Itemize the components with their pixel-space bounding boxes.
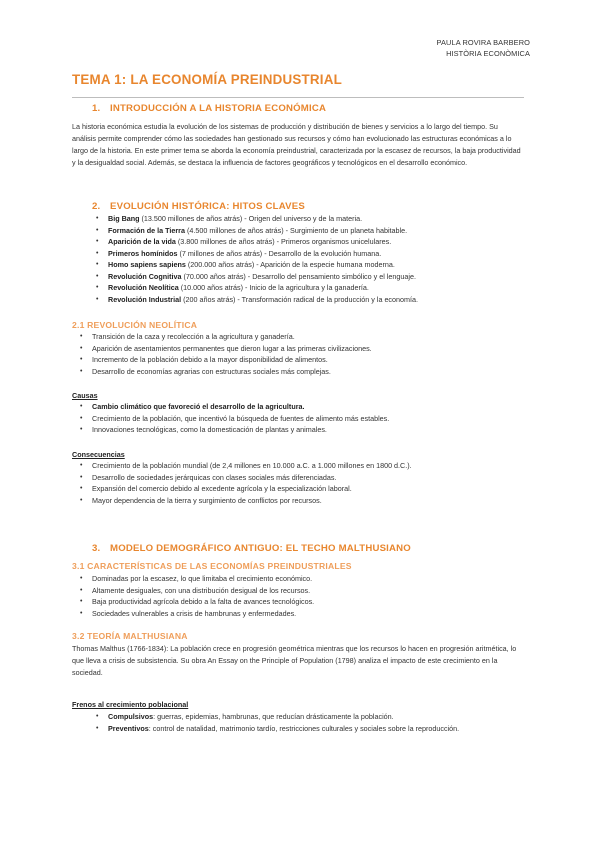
malthus-paragraph: Thomas Malthus (1766-1834): La población crece en progresión geométrica mientras que los recursos lo hacen en progresión aritmética, lo que lleva a crisis de subsistencia. Su obra An Essay on the Principle of Population (1798) analiza el impacto de este crecimiento en la sociedad. bbox=[72, 644, 517, 677]
list-item: • Transición de la caza y recolección a la agricultura y ganadería. bbox=[72, 331, 542, 343]
section-3-heading bbox=[92, 543, 411, 554]
milestone-term: Formación de la Tierra bbox=[108, 225, 185, 235]
list-item bbox=[72, 401, 542, 413]
list-item: • Baja productividad agrícola debido a la falta de avances tecnológicos. bbox=[72, 596, 542, 608]
milestone-term: Revolución Industrial bbox=[108, 294, 182, 304]
section-2-title: EVOLUCIÓN HISTÓRICA: HITOS CLAVES bbox=[110, 201, 305, 212]
neolithic-list bbox=[72, 331, 542, 377]
milestone-detail: (3.800 millones de años atrás) - Primeros organismos unicelulares. bbox=[175, 237, 392, 246]
section-2-heading bbox=[92, 201, 305, 212]
milestone-term: Homo sapiens sapiens bbox=[108, 260, 186, 269]
milestone-detail: (4.500 millones de años atrás) - Surgimiento de un planeta habitable. bbox=[184, 225, 408, 235]
milestone-term: Big Bang bbox=[108, 214, 140, 223]
milestone-term: Aparición de la vida bbox=[108, 237, 176, 246]
brakes-list bbox=[88, 711, 543, 734]
list-item: • Dominadas por la escasez, lo que limitaba el crecimiento económico. bbox=[72, 573, 542, 585]
section-1-number: 1. bbox=[92, 103, 101, 114]
section-3-number: 3. bbox=[92, 543, 101, 554]
subject-name: HISTÒRIA ECONÒMICA bbox=[446, 49, 530, 58]
milestone-detail: (70.000 años atrás) - Desarrollo del pensamiento simbólico y el lenguaje. bbox=[181, 271, 417, 281]
brakes-label: Frenos al crecimiento poblacional bbox=[72, 700, 189, 709]
intro-paragraph: La historia económica estudia la evolución de los sistemas de producción y distribución de bienes y servicios a lo largo del tiempo. Su análisis permite comprender cómo las sociedades han gestionado sus recursos y cómo han evolucionado las estructuras económicas a lo largo de la historia. En este primer tema se aborda la economía preindustrial, caracterizada por la escasez de recursos, la baja productividad y la desigualdad social. Además, se destaca la influencia de factores geográficos y tecnológicos en el desarrollo económico. bbox=[72, 122, 521, 167]
milestone-detail: (200.000 años atrás) - Aparición de la especie humana moderna. bbox=[185, 260, 395, 269]
list-item: • Mayor dependencia de la tierra y surgimiento de conflictos por recursos. bbox=[72, 495, 542, 507]
causes-label: Causas bbox=[72, 391, 98, 400]
list-item bbox=[88, 259, 548, 271]
section-1-title: INTRODUCCIÓN A LA HISTORIA ECONÓMICA bbox=[110, 103, 327, 114]
list-item: • Incremento de la población debido a la mayor disponibilidad de alimentos. bbox=[72, 354, 542, 366]
list-item: • Expansión del comercio debido al excedente agrícola y la especialización laboral. bbox=[72, 483, 542, 495]
brake-term: Compulsivos bbox=[108, 712, 154, 721]
list-item: • Sociedades vulnerables a crisis de hambrunas y enfermedades. bbox=[72, 608, 542, 620]
list-item: • Crecimiento de la población, que incentivó la búsqueda de fuentes de alimento más estables. bbox=[72, 413, 542, 425]
list-item bbox=[88, 225, 548, 237]
list-item: • Desarrollo de economías agrarias con estructuras sociales más complejas. bbox=[72, 366, 542, 378]
cause-text: Cambio climático que favoreció el desarrollo de la agricultura. bbox=[92, 402, 305, 411]
list-item: • Desarrollo de sociedades jerárquicas con clases sociales más diferenciadas. bbox=[72, 472, 542, 484]
list-item: • Aparición de asentamientos permanentes que dieron lugar a las primeras civilizaciones. bbox=[72, 343, 542, 355]
causes-list bbox=[72, 401, 542, 436]
milestone-term: Revolución Neolítica bbox=[108, 283, 179, 292]
section-2-number: 2. bbox=[92, 201, 101, 212]
list-item bbox=[88, 271, 548, 283]
brake-term: Preventivos bbox=[108, 723, 149, 733]
consequences-list bbox=[72, 460, 542, 506]
milestone-detail: (13.500 millones de años atrás) - Origen del universo y de la materia. bbox=[139, 214, 363, 223]
page-header bbox=[437, 37, 530, 59]
document-title: TEMA 1: LA ECONOMÍA PREINDUSTRIAL bbox=[72, 72, 342, 87]
section-3-title: MODELO DEMOGRÁFICO ANTIGUO: EL TECHO MALTHUSIANO bbox=[110, 543, 411, 554]
author-name: PAULA ROVIRA BARBERO bbox=[436, 38, 530, 47]
milestones-list bbox=[88, 213, 548, 305]
list-item bbox=[88, 294, 548, 306]
subsection-3-1-heading: 3.1 CARACTERÍSTICAS DE LAS ECONOMÍAS PREINDUSTRIALES bbox=[72, 561, 352, 571]
list-item: • Altamente desiguales, con una distribución desigual de los recursos. bbox=[72, 585, 542, 597]
list-item bbox=[88, 213, 548, 225]
subsection-3-2-heading: 3.2 TEORÍA MALTHUSIANA bbox=[72, 631, 188, 641]
brake-detail: : control de natalidad, matrimonio tardío, restricciones culturales y sociales sobre la reproducción. bbox=[148, 723, 460, 733]
list-item bbox=[88, 282, 548, 294]
section-1-heading bbox=[92, 103, 326, 114]
title-divider bbox=[72, 97, 524, 98]
list-item bbox=[88, 723, 543, 735]
list-item bbox=[88, 711, 543, 723]
milestone-detail: (10.000 años atrás) - Inicio de la agricultura y la ganadería. bbox=[178, 283, 369, 292]
consequences-label: Consecuencias bbox=[72, 450, 125, 459]
brake-detail: : guerras, epidemias, hambrunas, que reducían drásticamente la población. bbox=[153, 712, 394, 721]
list-item bbox=[88, 236, 548, 248]
milestone-term: Primeros homínidos bbox=[108, 248, 178, 258]
list-item: • Crecimiento de la población mundial (de 2,4 millones en 10.000 a.C. a 1.000 millones en 1800 d.C.). bbox=[72, 460, 542, 472]
list-item: • Innovaciones tecnológicas, como la domesticación de plantas y animales. bbox=[72, 424, 542, 436]
characteristics-list bbox=[72, 573, 542, 619]
milestone-term: Revolución Cognitiva bbox=[108, 271, 182, 281]
milestone-detail: (7 millones de años atrás) - Desarrollo de la evolución humana. bbox=[177, 248, 382, 258]
milestone-detail: (200 años atrás) - Transformación radical de la producción y la economía. bbox=[181, 294, 418, 304]
subsection-2-1-heading: 2.1 REVOLUCIÓN NEOLÍTICA bbox=[72, 320, 198, 330]
list-item bbox=[88, 248, 548, 260]
